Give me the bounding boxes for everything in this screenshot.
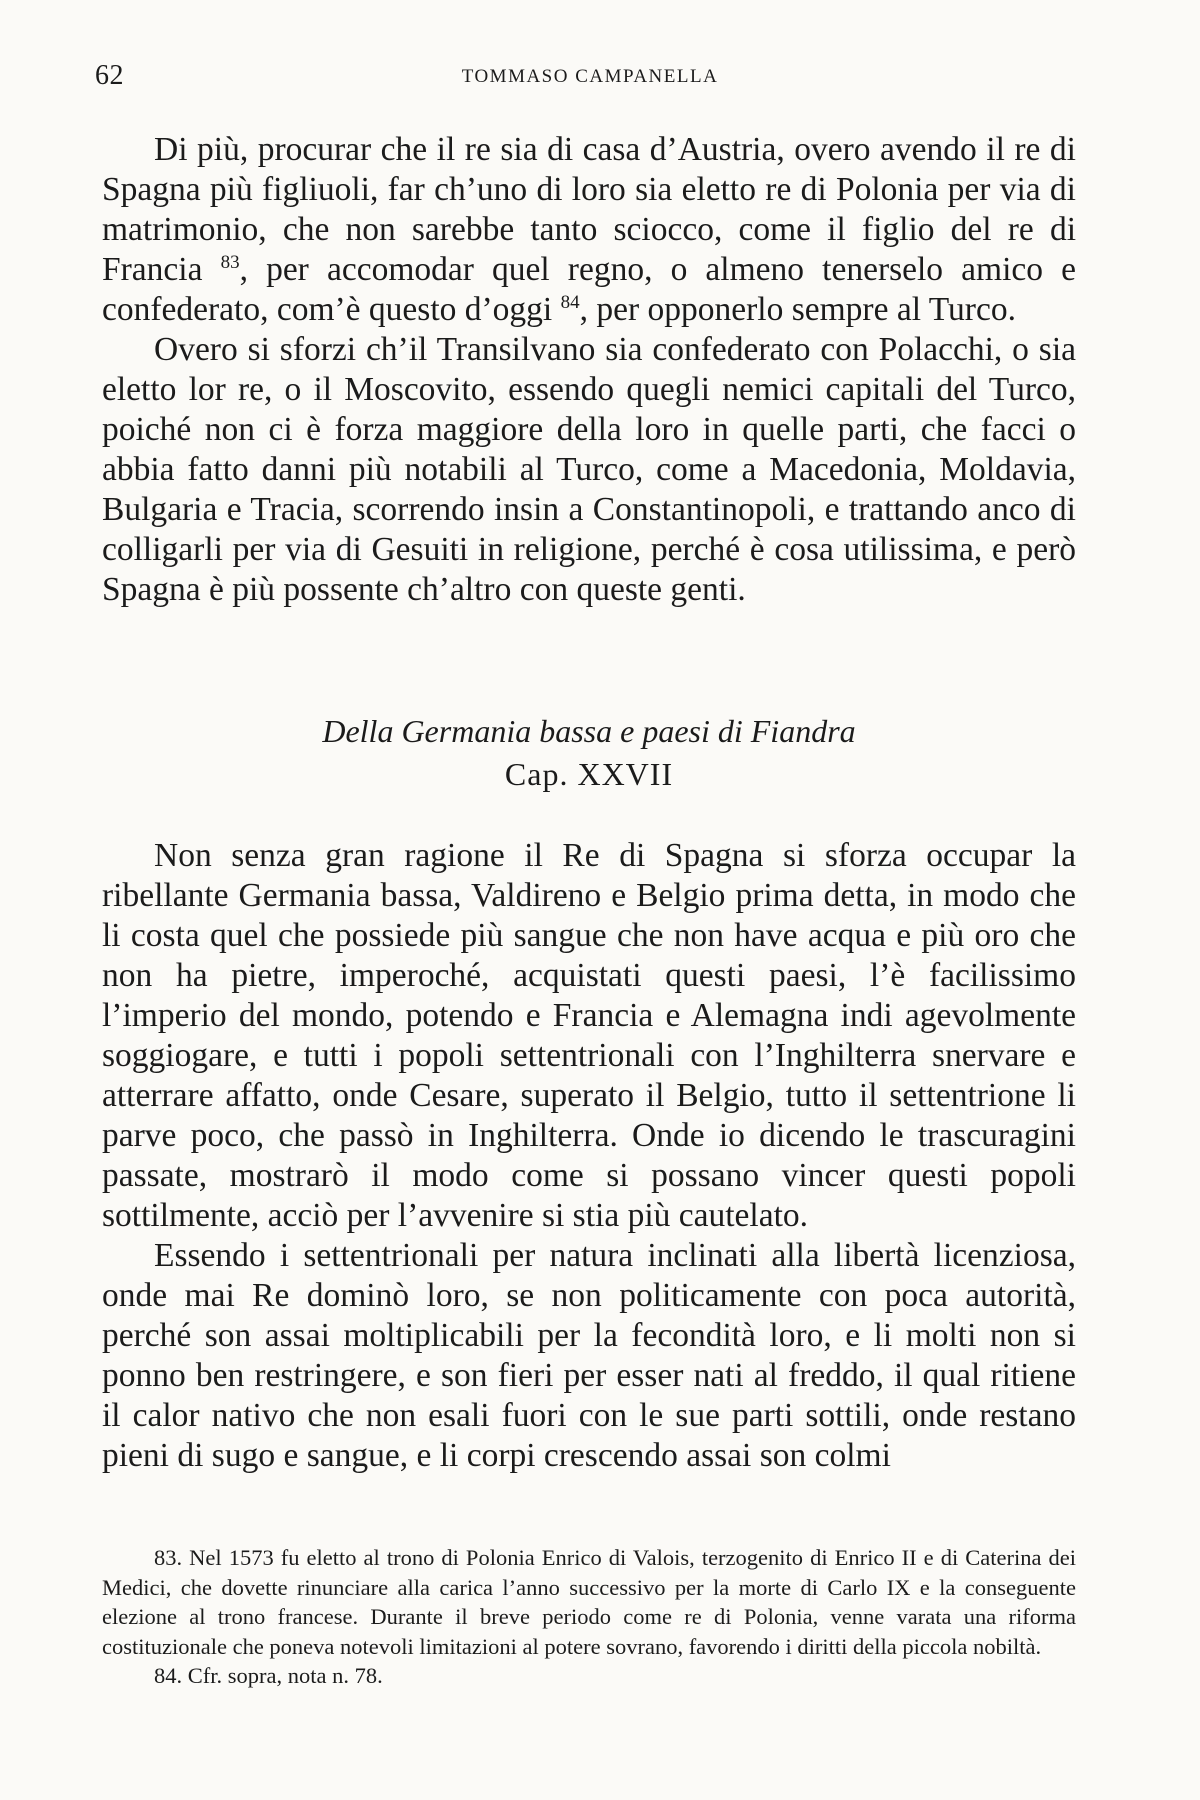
text-segment: Non senza gran ragione il Re di Spagna si sforza occupar la ribellante Germania bassa, Valdireno e Belgio prima detta, in modo che li costa quel che possiede più sangue che non have acqua e più oro che non ha pietre, imperoché, acquistati questi paesi, l’è facilissimo l’imperio del mondo, potendo e Francia e Alemagna indi agevolmente soggiogare, e tutti i popoli settentrionali con l’Inghilterra snervare e atterrare affatto, onde Cesare, superato il Belgio, tutto il settentrione li parve poco, che passò in Inghilterra. Onde io dicendo le trascuragini passate, mostrarò il modo come si possano vincer questi popoli sottilmente, acciò per l’avvenire si stia più cautelato. <box>102 837 1076 1234</box>
paragraph <box>102 330 1076 610</box>
footnote-text: Nel 1573 fu eletto al trono di Polonia Enrico di Valois, terzogenito di Enrico II e di Caterina dei Medici, che dovette rinunciare alla carica l’anno successivo per la morte di Carlo IX e la conseguente elezione al trono francese. Durante il breve periodo come re di Polonia, venne varata una riforma costituzionale che poneva notevoli limitazioni al potere sovrano, favorendo i diritti della piccola nobiltà. <box>102 1545 1076 1659</box>
footnotes <box>102 1543 1076 1691</box>
footnote-reference: 83 <box>220 251 240 273</box>
text-block-before-chapter <box>102 130 1076 610</box>
paragraph <box>102 1236 1076 1476</box>
text-segment: , per accomodar quel regno, o almeno tenerselo amico e confederato, com’è questo d’oggi <box>102 251 1077 328</box>
chapter-title: Della Germania bassa e paesi di Fiandra <box>322 713 856 749</box>
text-segment: Overo si sforzi ch’il Transilvano sia confederato con Polacchi, o sia eletto lor re, o il Moscovito, essendo quegli nemici capitali del Turco, poiché non ci è forza maggiore della loro in quelle parti, che facci o abbia fatto danni più notabili al Turco, come a Macedonia, Moldavia, Bulgaria e Tracia, scorrendo insin a Constantinopoli, e trattando anco di colligarli per via di Gesuiti in religione, perché è cosa utilissima, e però Spagna è più possente ch’altro con queste genti. <box>102 331 1076 608</box>
footnote-marker: 84. <box>154 1663 183 1688</box>
text-segment: , per opponerlo sempre al Turco. <box>579 291 1016 328</box>
chapter-heading <box>102 710 1076 796</box>
running-head: TOMMASO CAMPANELLA <box>461 66 719 87</box>
paragraph <box>102 836 1076 1236</box>
chapter-number: Cap. XXVII <box>504 756 674 792</box>
footnote-marker: 83. <box>154 1545 183 1570</box>
page-header <box>95 60 1085 100</box>
text-block-after-chapter <box>102 836 1076 1476</box>
text-segment: Di più, procurar che il re sia di casa d’Austria, overo avendo il re di Spagna più figliuoli, far ch’uno di loro sia eletto re di Polonia per via di matrimonio, che non sarebbe tanto sciocco, come il figlio del re di Francia <box>102 131 1076 288</box>
footnote-text: Cfr. sopra, nota n. 78. <box>187 1663 383 1688</box>
paragraph <box>102 130 1076 330</box>
text-segment: Essendo i settentrionali per natura inclinati alla libertà licenziosa, onde mai Re dominò loro, se non politicamente con poca autorità, perché son assai moltiplicabili per la fecondità loro, e li molti non si ponno ben restringere, e son fieri per esser nati al freddo, il qual ritiene il calor nativo che non esali fuori con le sue parti sottili, onde restano pieni di sugo e sangue, e li corpi crescendo assai son colmi <box>102 1237 1076 1474</box>
footnote <box>102 1661 1076 1691</box>
footnote-reference: 84 <box>560 291 580 313</box>
page-number: 62 <box>95 60 124 91</box>
footnote <box>102 1543 1076 1661</box>
